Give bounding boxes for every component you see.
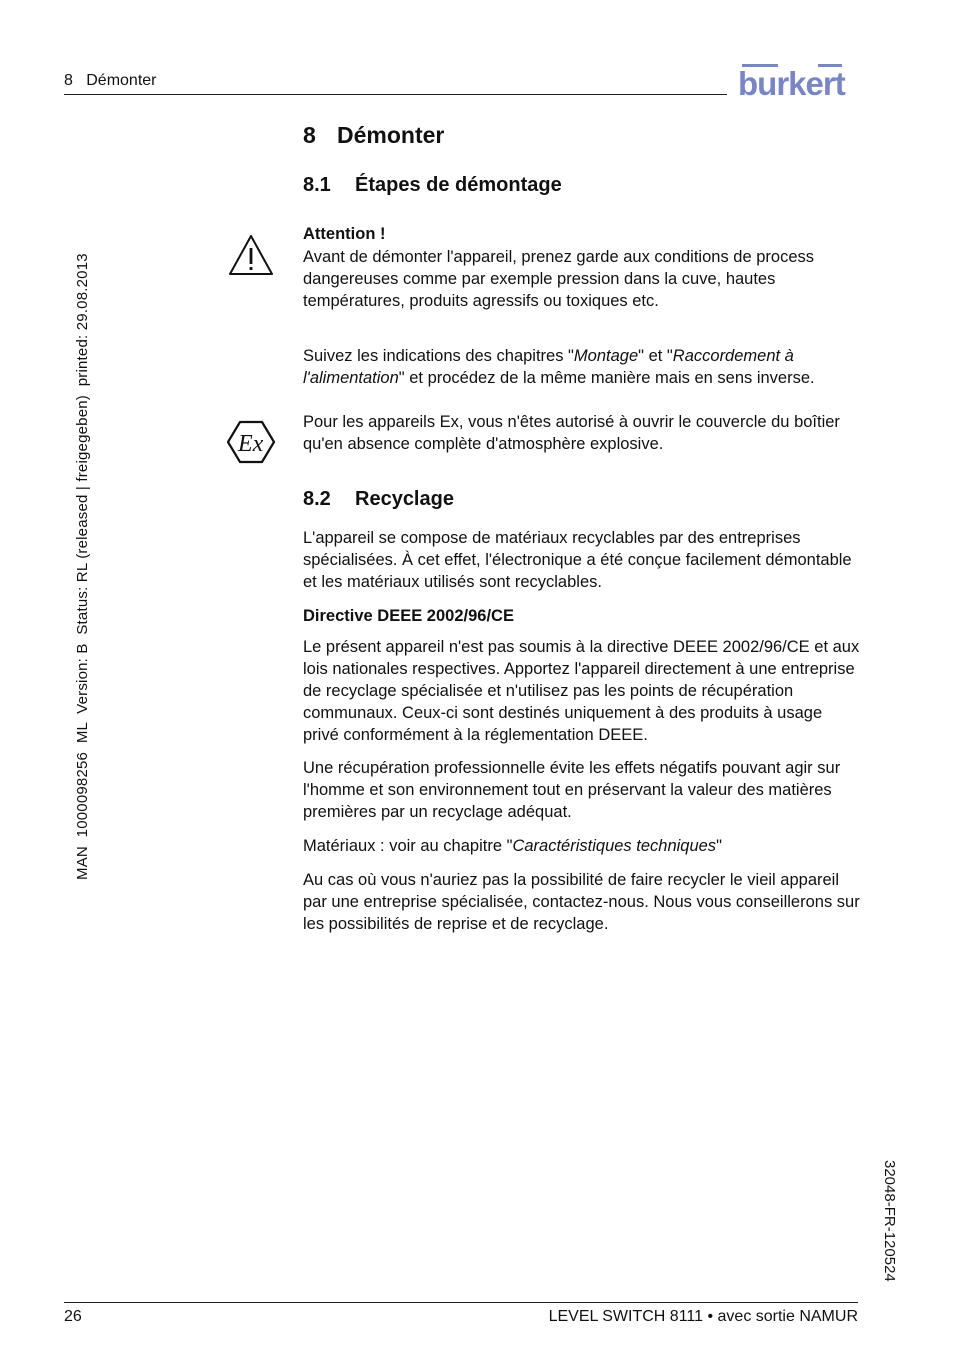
subsection-title: Étapes de démontage [355,174,562,196]
materials-reference: Matériaux : voir au chapitre "Caractéristiques techniques" [303,837,722,855]
document-code: 32048-FR-120524 [881,1160,898,1282]
page-number: 26 [64,1308,82,1325]
logo-text: burkert [738,65,845,100]
professional-recovery-text: Une récupération professionnelle évite les effets négatifs pouvant agir sur l'homme et son environnement tout en préservant la valeur des matières premières par un recyclage adéquat. [303,759,841,821]
subsection-number: 8.1 [303,174,331,196]
chapter-ref-montage: Montage [573,347,639,365]
attention-text: Avant de démonter l'appareil, prenez garde aux conditions de process dangereuses comme par exemple pression dans la cuve, hautes températures, produits agressifs ou toxiques etc. [303,248,815,310]
section-heading [303,122,444,149]
document-status-line: MAN 1000098256 ML Version: B Status: RL (released | freigegeben) printed: 29.08.2013 [74,253,91,880]
follow-instructions: Suivez les indications des chapitres "Montage" et "Raccordement à l'alimentation" et procédez de la même manière mais en sens inverse. [303,347,815,387]
footer-document-title: LEVEL SWITCH 8111 • avec sortie NAMUR [548,1308,858,1325]
subsection-heading-8-2 [303,488,454,511]
subsection-heading-8-1 [303,174,562,197]
ex-icon-label: Ex [238,431,264,457]
directive-text: Le présent appareil n'est pas soumis à la directive DEEE 2002/96/CE et aux lois nationales respectives. Apportez l'appareil directement à une entreprise de recyclage spécialisée et n'utilisez pas les points de récupération communaux. Ceux-ci sont destinés uniquement à des produits à usage privé conformément à la réglementation DEEE. [303,638,860,744]
contact-text: Au cas où vous n'auriez pas la possibilité de faire recycler le vieil appareil par une entreprise spécialisée, contactez-nous. Nous vous conseillerons sur les possibilités de reprise et de recyclage. [303,871,860,933]
section-title: Démonter [337,122,445,148]
directive-title: Directive DEEE 2002/96/CE [303,607,514,625]
burkert-logo [738,62,858,100]
footer-rule [64,1302,858,1303]
subsection-number: 8.2 [303,488,331,510]
subsection-title: Recyclage [355,488,454,510]
header-rule [64,94,727,95]
running-header: 8 Démonter [64,72,157,89]
chapter-ref-caracteristiques: Caractéristiques techniques [512,837,717,855]
recycling-intro: L'appareil se compose de matériaux recyclables par des entreprises spécialisées. À cet effet, l'électronique a été conçue facilement démontable et les matériaux utilisés sont recyclables. [303,529,852,591]
section-number: 8 [303,122,316,148]
warning-triangle-icon [228,234,274,276]
ex-warning-text: Pour les appareils Ex, vous n'êtes autorisé à ouvrir le couvercle du boîtier qu'en absence complète d'atmosphère explosive. [303,413,840,453]
ex-hazard-icon [226,420,276,464]
attention-label: Attention ! [303,225,386,243]
chapter-ref-raccordement: Raccordement à l'alimentation [303,347,794,387]
